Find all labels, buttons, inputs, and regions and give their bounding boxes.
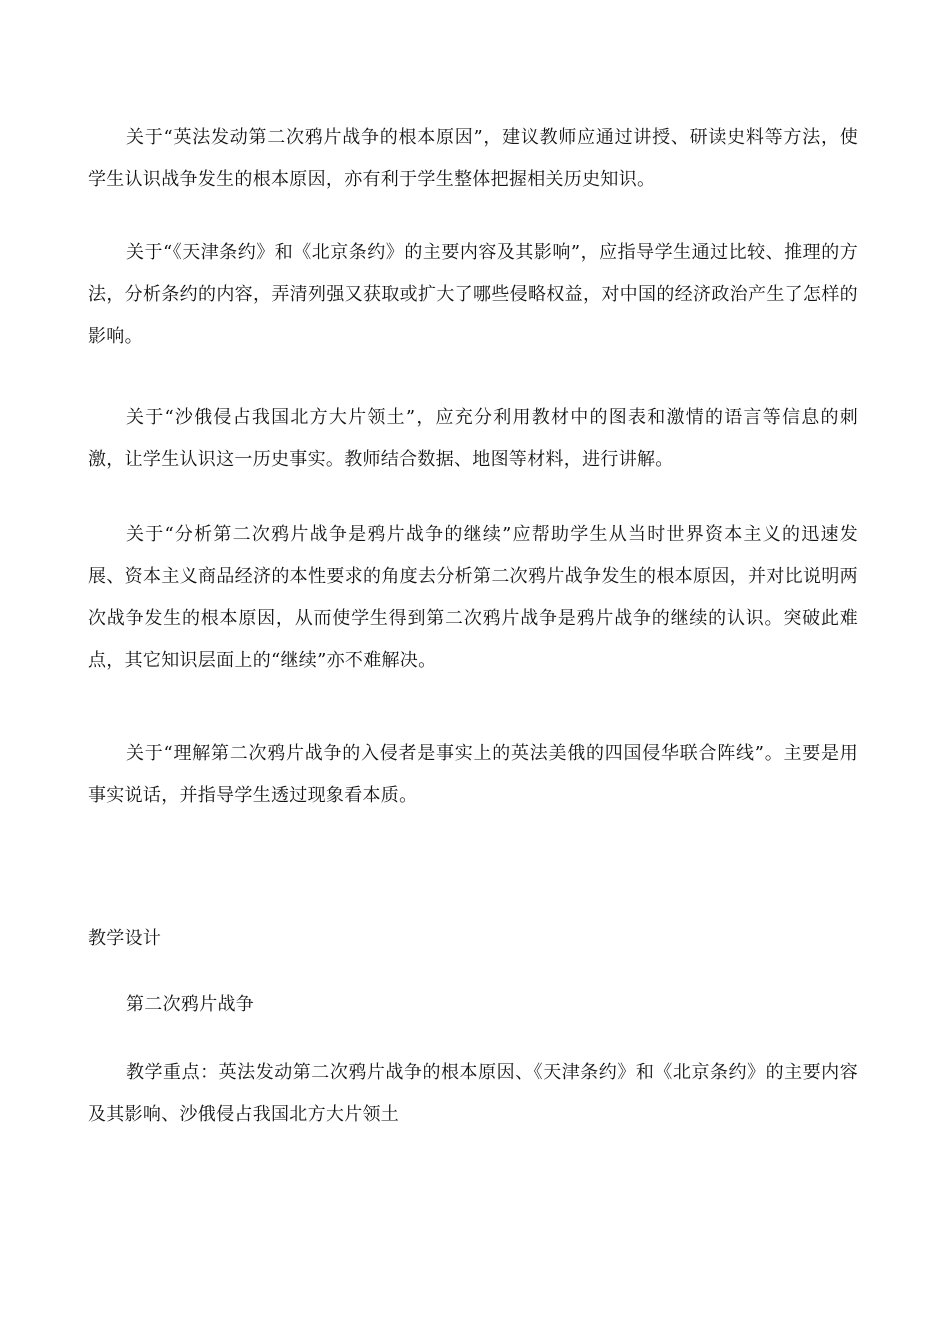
section-heading: 教学设计 xyxy=(88,928,162,949)
paragraph-key-points: 教学重点：英法发动第二次鸦片战争的根本原因、《天津条约》和《北京条约》的主要内容及其影响、沙俄侵占我国北方大片领土 xyxy=(88,1062,858,1125)
paragraph-russia: 关于“沙俄侵占我国北方大片领土”，应充分利用教材中的图表和激情的语言等信息的刺激，让学生认识这一历史事实。教师结合数据、地图等材料，进行讲解。 xyxy=(88,407,858,470)
paragraph-continuation: 关于“分析第二次鸦片战争是鸦片战争的继续”应帮助学生从当时世界资本主义的迅速发展、资本主义商品经济的本性要求的角度去分析第二次鸦片战争发生的根本原因，并对比说明两次战争发生的根本原因，从而使学生得到第二次鸦片战争是鸦片战争的继续的认识。突破此难点，其它知识层面上的“继续”亦不难解决。 xyxy=(88,524,858,671)
paragraph-invaders: 关于“理解第二次鸦片战争的入侵者是事实上的英法美俄的四国侵华联合阵线”。主要是用事实说话，并指导学生透过现象看本质。 xyxy=(88,743,858,806)
lesson-title: 第二次鸦片战争 xyxy=(126,994,255,1015)
paragraph-treaties: 关于“《天津条约》和《北京条约》的主要内容及其影响”，应指导学生通过比较、推理的方法，分析条约的内容，弄清列强又获取或扩大了哪些侵略权益，对中国的经济政治产生了怎样的影响。 xyxy=(88,242,858,347)
paragraph-root-cause: 关于“英法发动第二次鸦片战争的根本原因”，建议教师应通过讲授、研读史料等方法，使学生认识战争发生的根本原因，亦有利于学生整体把握相关历史知识。 xyxy=(88,127,858,190)
